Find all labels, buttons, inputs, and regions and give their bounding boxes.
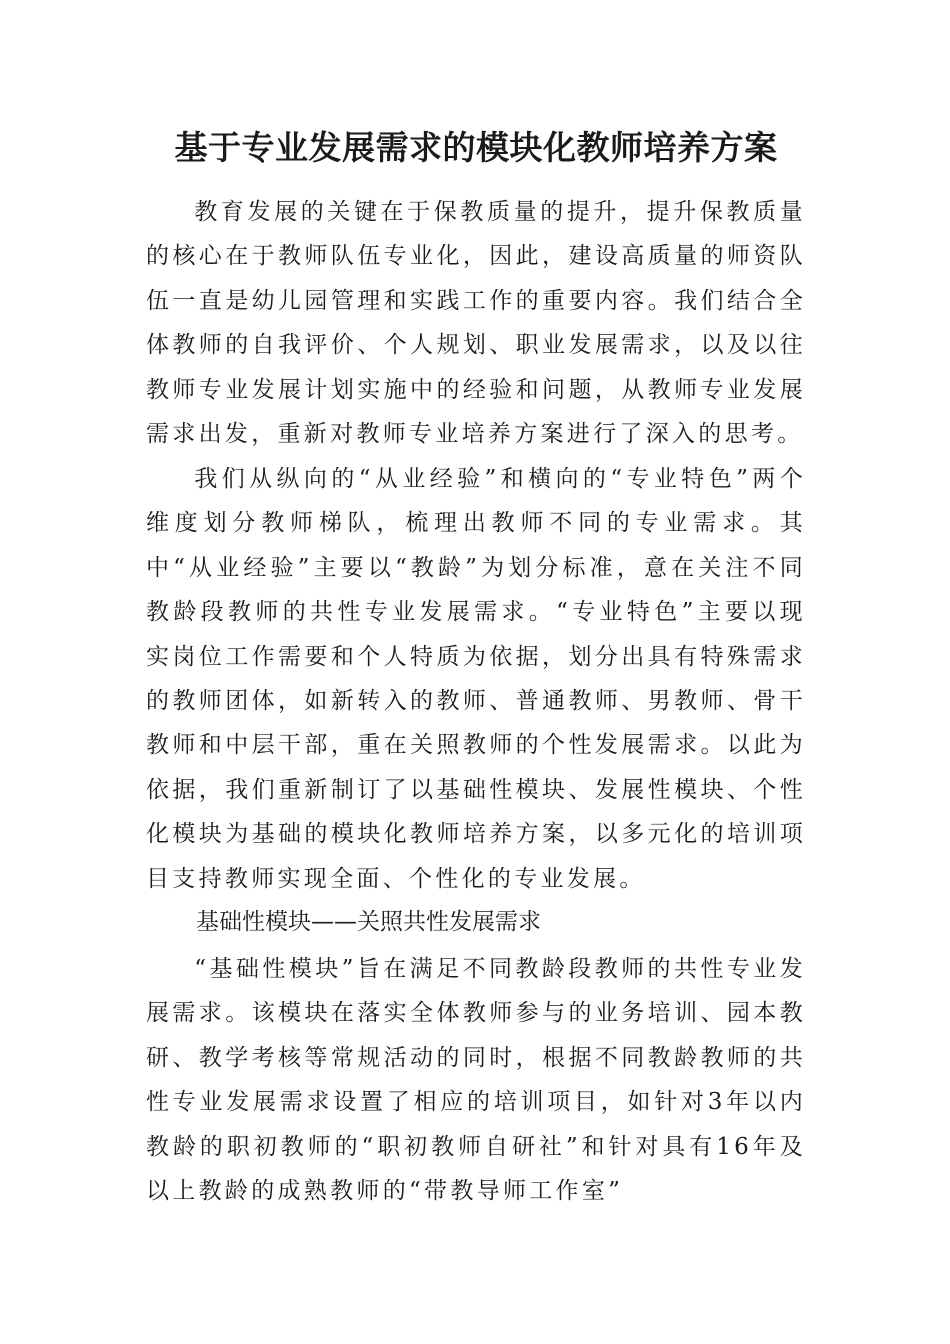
paragraph-basic-module: “基础性模块”旨在满足不同教龄段教师的共性专业发展需求。该模块在落实全体教师参与的业务培训、园本教研、教学考核等常规活动的同时，根据不同教龄教师的共性专业发展需求设置了相应的培训项目，如针对3年以内教龄的职初教师的“职初教师自研社”和针对具有16年及以上教龄的成熟教师的“带教导师工作室”: [146, 956, 806, 1205]
paragraph-intro: 教育发展的关键在于保教质量的提升，提升保教质量的核心在于教师队伍专业化，因此，建设高质量的师资队伍一直是幼儿园管理和实践工作的重要内容。我们结合全体教师的自我评价、个人规划、职业发展需求，以及以往教师专业发展计划实施中的经验和问题，从教师专业发展需求出发，重新对教师专业培养方案进行了深入的思考。: [146, 199, 806, 448]
paragraph-dimensions: 我们从纵向的“从业经验”和横向的“专业特色”两个维度划分教师梯队，梳理出教师不同的专业需求。其中“从业经验”主要以“教龄”为划分标准，意在关注不同教龄段教师的共性专业发展需求。“专业特色”主要以现实岗位工作需要和个人特质为依据，划分出具有特殊需求的教师团体，如新转入的教师、普通教师、男教师、骨干教师和中层干部，重在关照教师的个性发展需求。以此为依据，我们重新制订了以基础性模块、发展性模块、个性化模块为基础的模块化教师培养方案，以多元化的培训项目支持教师实现全面、个性化的专业发展。: [146, 466, 806, 892]
document-title: 基于专业发展需求的模块化教师培养方案: [174, 128, 778, 167]
section-heading: 基础性模块——关照共性发展需求: [196, 909, 541, 935]
